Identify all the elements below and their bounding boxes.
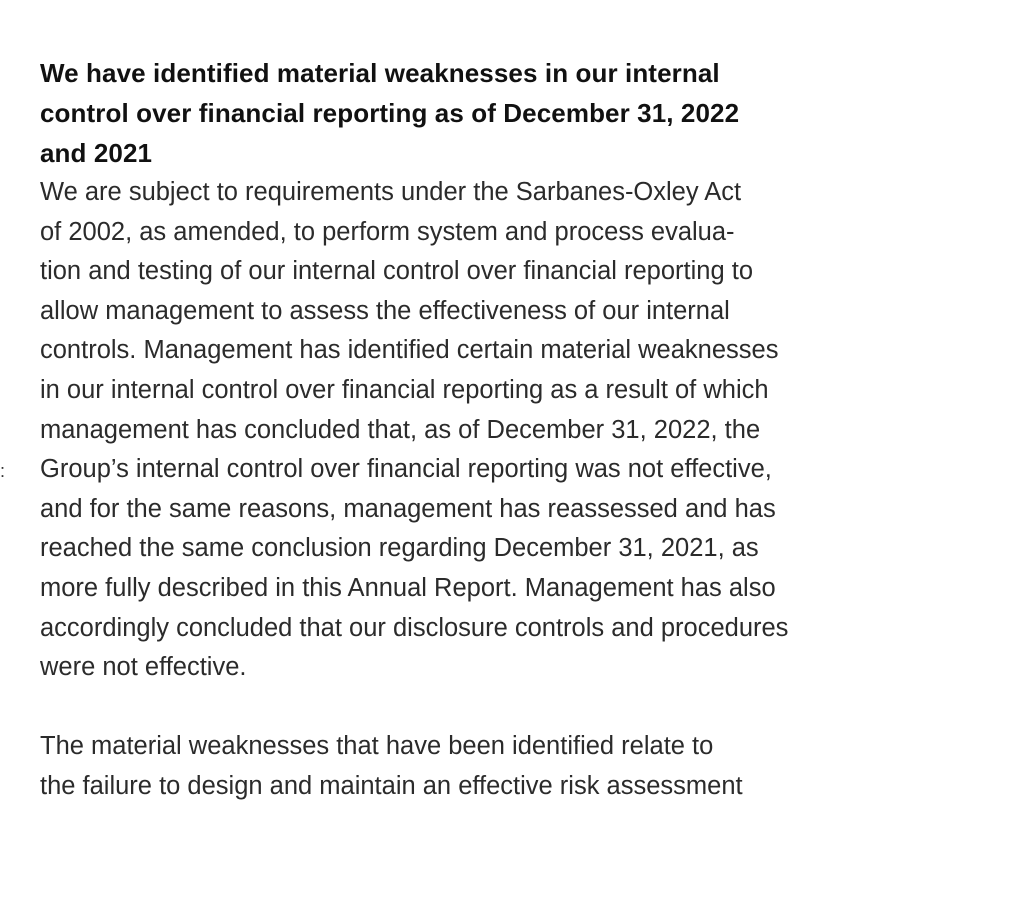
- body-paragraph-1: [40, 173, 940, 688]
- paragraph-spacer: [40, 688, 940, 728]
- paragraph-line: controls. Management has identified certain material weaknesses: [40, 336, 779, 365]
- paragraph-line: of 2002, as amended, to perform system and process evalua-: [40, 217, 735, 246]
- paragraph-line: accordingly concluded that our disclosure controls and procedures: [40, 613, 789, 642]
- paragraph-line: reached the same conclusion regarding December 31, 2021, as: [40, 534, 759, 563]
- paragraph-line: were not effective.: [40, 653, 247, 682]
- paragraph-line: in our internal control over financial reporting as a result of which: [40, 375, 769, 404]
- paragraph-line: We are subject to requirements under the Sarbanes-Oxley Act: [40, 178, 742, 206]
- paragraph-line: management has concluded that, as of December 31, 2022, the: [40, 415, 761, 444]
- cropped-margin-mark: :: [0, 461, 6, 481]
- paragraph-line: more fully described in this Annual Report. Management has also: [40, 573, 776, 602]
- paragraph-line: the failure to design and maintain an effective risk assessment: [40, 771, 743, 800]
- heading-line: and 2021: [40, 138, 153, 168]
- paragraph-line: Group’s internal control over financial reporting was not effective,: [40, 455, 772, 484]
- paragraph-line: allow management to assess the effectiveness of our internal: [40, 296, 730, 325]
- paragraph-line: and for the same reasons, management has reassessed and has: [40, 494, 776, 523]
- heading-line: We have identified material weaknesses in our internal: [40, 58, 720, 88]
- paragraph-line: tion and testing of our internal control over financial reporting to: [40, 257, 754, 286]
- paragraph-line: The material weaknesses that have been identified relate to: [40, 732, 714, 761]
- section-heading: [40, 53, 940, 173]
- document-section: [40, 53, 940, 807]
- body-paragraph-2: [40, 727, 940, 806]
- heading-line: control over financial reporting as of December 31, 2022: [40, 98, 740, 128]
